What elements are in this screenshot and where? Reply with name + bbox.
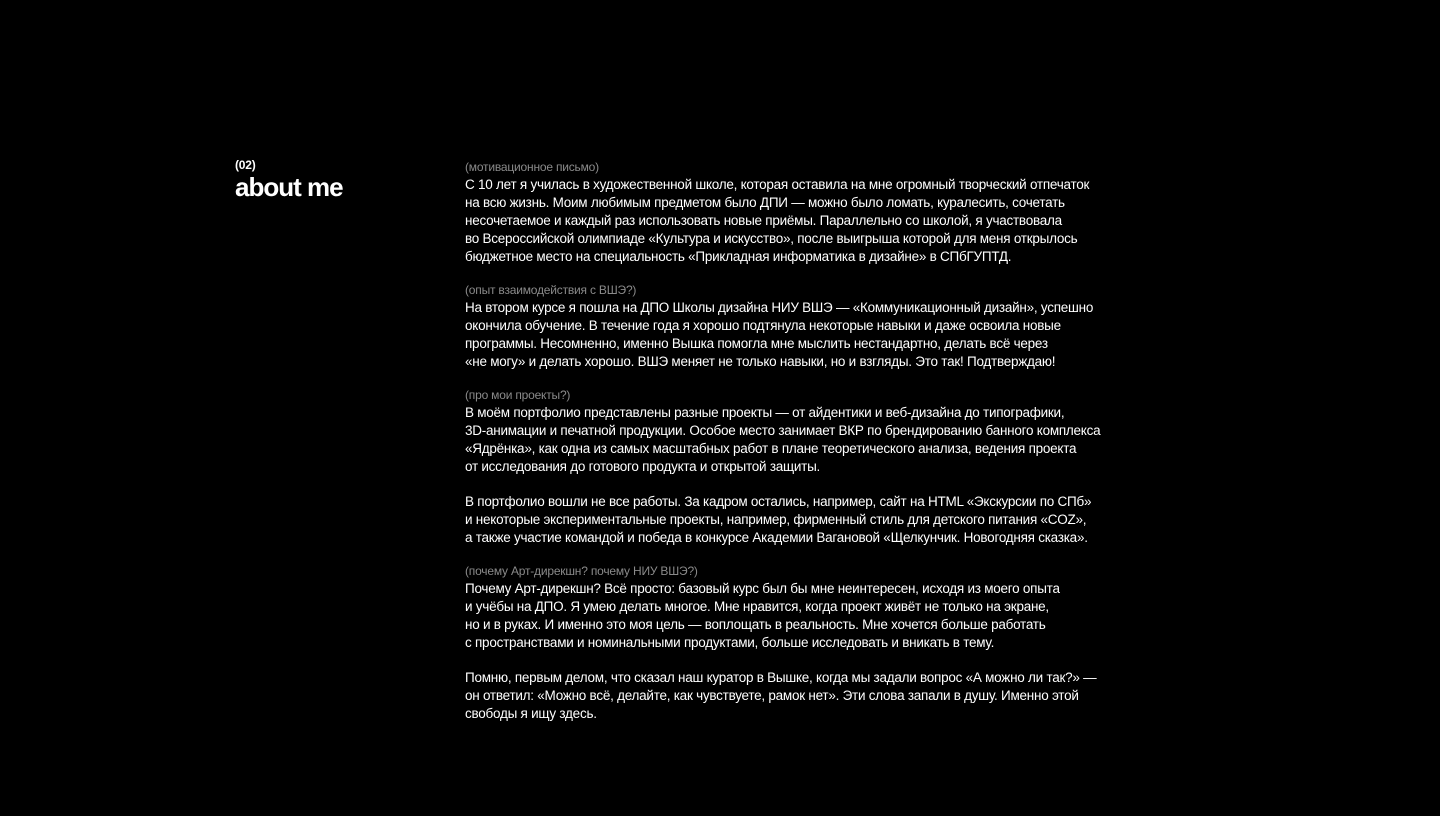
paragraph-line: «Ядрёнка», как одна из самых масштабных работ в плане теоретического анализа, ведения проекта <box>465 441 1077 456</box>
paragraph-line: и учёбы на ДПО. Я умею делать многое. Мне нравится, когда проект живёт не только на экране, <box>465 599 1049 614</box>
content-column <box>465 159 1205 739</box>
paragraph-line: 3D-анимации и печатной продукции. Особое место занимает ВКР по брендированию банного комплекса <box>465 423 1101 438</box>
paragraph-line: во Всероссийской олимпиаде «Культура и искусство», после выигрыша которой для меня открылось <box>465 231 1078 246</box>
paragraph <box>465 176 1205 266</box>
paragraph <box>465 404 1205 476</box>
section-header <box>235 158 435 201</box>
paragraph <box>465 299 1205 371</box>
text-block <box>465 387 1205 547</box>
block-heading: (почему Арт-дирекшн? почему НИУ ВШЭ?) <box>465 564 698 578</box>
paragraph-line: несочетаемое и каждый раз использовать новые приёмы. Параллельно со школой, я участвовала <box>465 213 1062 228</box>
paragraph-line: но и в руках. И именно это моя цель — воплощать в реальность. Мне хочется больше работать <box>465 617 1046 632</box>
text-block <box>465 563 1205 723</box>
paragraph-line: В моём портфолио представлены разные проекты — от айдентики и веб-дизайна до типографики, <box>465 405 1065 420</box>
block-heading: (мотивационное письмо) <box>465 160 599 174</box>
paragraph-line: В портфолио вошли не все работы. За кадром остались, например, сайт на HTML «Экскурсии по СПб» <box>465 494 1092 509</box>
paragraph-line: и некоторые экспериментальные проекты, например, фирменный стиль для детского питания «COZ», <box>465 512 1087 527</box>
paragraph-line: свободы я ищу здесь. <box>465 706 597 721</box>
paragraph <box>465 493 1205 547</box>
paragraph <box>465 580 1205 652</box>
paragraph-line: «не могу» и делать хорошо. ВШЭ меняет не только навыки, но и взгляды. Это так! Подтверждаю! <box>465 354 1056 369</box>
paragraph <box>465 669 1205 723</box>
paragraph-line: на всю жизнь. Моим любимым предметом было ДПИ — можно было ломать, куралесить, сочетать <box>465 195 1065 210</box>
paragraph-line: На втором курсе я пошла на ДПО Школы дизайна НИУ ВШЭ — «Коммуникационный дизайн», успешно <box>465 300 1094 315</box>
paragraph-line: он ответил: «Можно всё, делайте, как чувствуете, рамок нет». Эти слова запали в душу. Именно этой <box>465 688 1079 703</box>
block-heading: (опыт взаимодействия с ВШЭ?) <box>465 283 637 297</box>
paragraph-line: программы. Несомненно, именно Вышка помогла мне мыслить нестандартно, делать всё через <box>465 336 1048 351</box>
paragraph-line: окончила обучение. В течение года я хорошо подтянула некоторые навыки и даже освоила новые <box>465 318 1061 333</box>
paragraph-line: бюджетное место на специальность «Прикладная информатика в дизайне» в СПбГУПТД. <box>465 249 1012 264</box>
page-title: about me <box>235 172 343 202</box>
text-block <box>465 159 1205 266</box>
block-heading: (про мои проекты?) <box>465 388 571 402</box>
paragraph-line: а также участие командой и победа в конкурсе Академии Вагановой «Щелкунчик. Новогодняя сказка». <box>465 530 1088 545</box>
text-block <box>465 282 1205 371</box>
paragraph-line: Почему Арт-дирекшн? Всё просто: базовый курс был бы мне неинтересен, исходя из моего опыта <box>465 581 1060 596</box>
section-number: (02) <box>235 158 256 172</box>
paragraph-line: с пространствами и номинальными продуктами, больше исследовать и вникать в тему. <box>465 635 995 650</box>
paragraph-line: Помню, первым делом, что сказал наш куратор в Вышке, когда мы задали вопрос «А можно ли так?» — <box>465 670 1097 685</box>
paragraph-line: от исследования до готового продукта и открытой защиты. <box>465 459 821 474</box>
paragraph-line: С 10 лет я училась в художественной школе, которая оставила на мне огромный творческий отпечаток <box>465 177 1090 192</box>
